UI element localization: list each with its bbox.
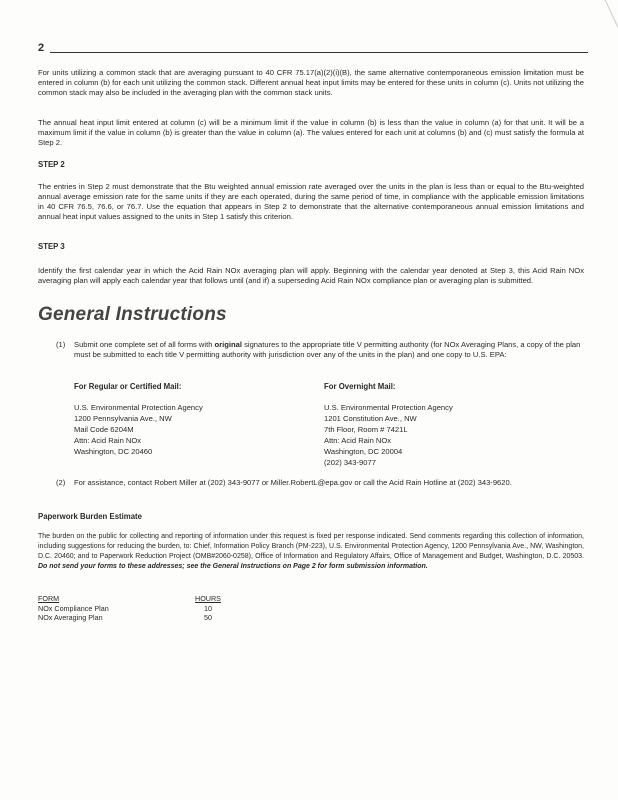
paperwork-title: Paperwork Burden Estimate (38, 512, 142, 521)
hours-cell: 10 (204, 603, 212, 613)
address-line: Washington, DC 20004 (324, 447, 403, 456)
paperwork-body: The burden on the public for collecting and reporting of information under this request is fixed per response indicated. Send comments regarding this collection of information, including suggestions for reducing the burden, to: Chief, Information Policy Branch (PM-223), U.S. Environmental Protection Agency, 1200 Pennsylvania Ave., NW, Washington, D.C. 20460; and to Paperwork Reduction Project (OMB#2060-0258), Office of Information and Regulatory Affairs, Office of Management and Budget, Washington, D.C. 20503. (38, 533, 584, 560)
item1-bold: original (214, 340, 242, 349)
address-line: U.S. Environmental Protection Agency (324, 403, 453, 412)
address-line: 7th Floor, Room # 7421L (324, 425, 408, 434)
item1-after: signatures to the appropriate title V permitting authority (for NOx Averaging Plans, a copy of the plan must be submitted to each title V permitting authority with jurisdiction over any of the units in the plan) and one copy to U.S. EPA: (74, 340, 581, 359)
overnight-mail-heading: For Overnight Mail: (324, 382, 396, 391)
intro-paragraph-1: For units utilizing a common stack that are averaging pursuant to 40 CFR 75.17(a)(2)(i)(B), the same alternative contemporaneous emission limitation must be entered in column (b) for each unit utilizing the common stack. Different annual heat input limits may be entered for these units in column (c). Units not utilizing the common stack may also be included in the averaging plan with the common stack units. (38, 68, 584, 97)
address-line: U.S. Environmental Protection Agency (74, 403, 203, 412)
paperwork-italic-note: Do not send your forms to these addresses; see the General Instructions on Page 2 for form submission information. (38, 563, 428, 570)
general-instructions-title: General Instructions (38, 304, 227, 325)
address-line: Attn: Acid Rain NOx (74, 436, 142, 445)
edge-mark (586, 0, 618, 43)
form-cell: NOx Compliance Plan (38, 603, 109, 613)
burden-table (38, 594, 228, 623)
step3-text: Identify the first calendar year in which the Acid Rain NOx averaging plan will apply. Beginning with the calendar year denoted at Step 3, this Acid Rain NOx averaging plan will apply each calendar year that follows until (and if) a superseding Acid Rain NOx compliance plan or averaging plan is submitted. (38, 266, 584, 285)
item2-number: (2) (56, 478, 66, 487)
regular-mail-heading: For Regular or Certified Mail: (74, 382, 182, 391)
header-rule (50, 52, 588, 53)
step3-heading: STEP 3 (38, 242, 65, 251)
regular-mail-address (74, 402, 203, 457)
form-cell: NOx Averaging Plan (38, 613, 103, 622)
step2-heading: STEP 2 (38, 160, 65, 169)
address-line: 1200 Pennsylvania Ave., NW (74, 414, 172, 423)
address-line: Mail Code 6204M (74, 425, 134, 434)
hours-cell: 50 (204, 613, 212, 622)
intro-paragraph-2: The annual heat input limit entered at column (c) will be a minimum limit if the value in column (b) is less than the value in column (a) for that unit. It will be a maximum limit if the value in column (b) is greater than the value in column (a). The values entered for each unit at columns (b) and (c) must satisfy the formula at Step 2. (38, 118, 584, 147)
item1-number: (1) (56, 340, 66, 349)
address-line: 1201 Constitution Ave., NW (324, 414, 417, 423)
address-line: Attn: Acid Rain NOx (324, 436, 392, 445)
item1-text (74, 340, 582, 360)
table-row (38, 613, 228, 623)
table-row (38, 604, 228, 614)
table-header-row (38, 594, 228, 604)
form-column-header: FORM (38, 594, 60, 603)
address-line: (202) 343-9077 (324, 458, 376, 467)
page-number: 2 (38, 42, 45, 54)
item2-text: For assistance, contact Robert Miller at (202) 343-9077 or Miller.RobertL@epa.gov or call the Acid Rain Hotline at (202) 343-9620. (74, 478, 512, 487)
item1-before: Submit one complete set of all forms with (74, 340, 215, 349)
paperwork-text (38, 532, 584, 572)
hours-column-header: HOURS (195, 594, 221, 603)
step2-text: The entries in Step 2 must demonstrate that the Btu weighted annual emission rate averaged over the units in the plan is less than or equal to the Btu-weighted annual average emission rate for the same units if they are each operated, during the same period of time, in compliance with the applicable emission limitations in 40 CFR 76.5, 76.6, or 76.7. Use the equation that appears in Step 2 to demonstrate that the alternative contemporaneous annual emission limitations and annual heat input values assigned to the units in Step 1 satisfy this criterion. (38, 182, 584, 221)
address-line: Washington, DC 20460 (74, 447, 153, 456)
overnight-mail-address (324, 402, 453, 468)
